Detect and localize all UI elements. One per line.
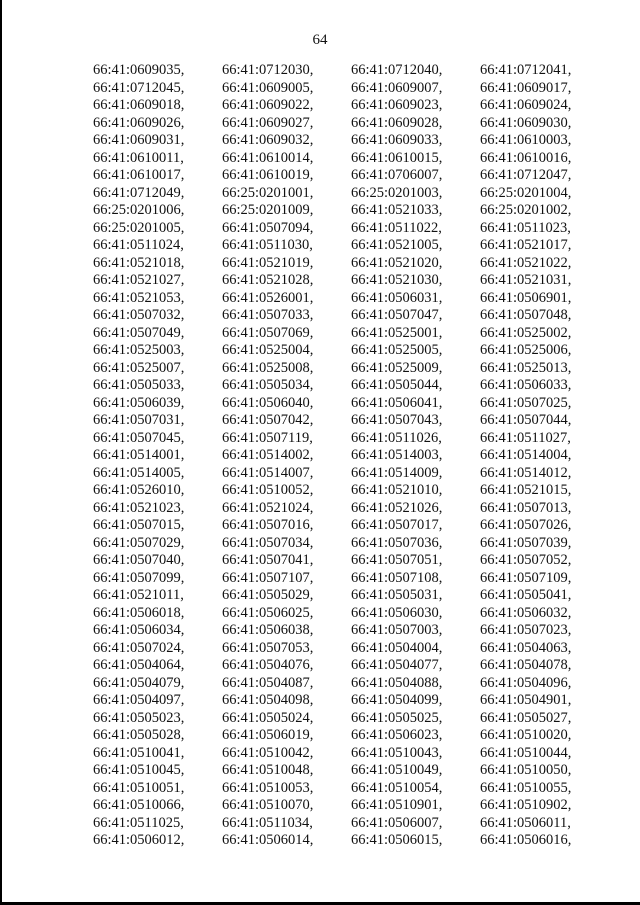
list-row — [93, 377, 593, 395]
cadastral-number: 66:41:0507040, — [93, 552, 185, 568]
list-row — [93, 220, 593, 238]
list-row — [93, 80, 593, 98]
cadastral-number: 66:41:0610016, — [480, 149, 572, 166]
cadastral-number: 66:41:0505029, — [222, 587, 314, 603]
cadastral-number: 66:41:0507036, — [351, 534, 443, 551]
list-row — [93, 692, 593, 710]
cadastral-number: 66:41:0510041, — [93, 744, 185, 761]
cadastral-number: 66:41:0505034, — [222, 377, 314, 393]
cadastral-number: 66:41:0511027, — [480, 429, 571, 446]
cadastral-number: 66:41:0506041, — [351, 394, 443, 411]
cadastral-number: 66:41:0712041, — [480, 62, 572, 78]
list-row — [93, 832, 593, 850]
cadastral-number: 66:41:0609027, — [222, 114, 314, 131]
cadastral-number: 66:25:0201002, — [480, 202, 572, 218]
list-row — [93, 185, 593, 203]
cadastral-number: 66:41:0505027, — [480, 709, 572, 726]
cadastral-number: 66:41:0504901, — [480, 692, 572, 708]
cadastral-number: 66:41:0521031, — [480, 272, 572, 288]
cadastral-number: 66:41:0504088, — [351, 674, 443, 691]
cadastral-number: 66:41:0504076, — [222, 657, 314, 673]
cadastral-number: 66:41:0610003, — [480, 132, 572, 148]
cadastral-number: 66:41:0525013, — [480, 359, 572, 376]
list-row — [93, 762, 593, 780]
cadastral-number: 66:41:0712047, — [480, 167, 572, 183]
cadastral-number: 66:41:0507026, — [480, 517, 572, 533]
cadastral-number: 66:41:0609023, — [351, 97, 443, 113]
cadastral-number: 66:41:0507053, — [222, 639, 314, 656]
list-row — [93, 587, 593, 605]
cadastral-number: 66:41:0507049, — [93, 324, 185, 341]
cadastral-number: 66:41:0507032, — [93, 307, 185, 323]
cadastral-number: 66:41:0506032, — [480, 604, 572, 621]
cadastral-number: 66:41:0712030, — [222, 62, 314, 78]
cadastral-number: 66:41:0505044, — [351, 377, 443, 393]
cadastral-number: 66:41:0506019, — [222, 727, 314, 743]
cadastral-number: 66:25:0201009, — [222, 202, 314, 218]
cadastral-number: 66:41:0504064, — [93, 657, 185, 673]
cadastral-number: 66:41:0610011, — [93, 149, 184, 166]
cadastral-number: 66:41:0525007, — [93, 359, 185, 376]
list-row — [93, 535, 593, 553]
cadastral-number: 66:41:0712045, — [93, 79, 185, 96]
cadastral-number: 66:41:0712040, — [351, 62, 443, 78]
cadastral-number: 66:41:0510054, — [351, 779, 443, 796]
cadastral-number: 66:41:0609030, — [480, 114, 572, 131]
page-number: 64 — [312, 32, 328, 48]
cadastral-number: 66:41:0507045, — [93, 429, 185, 446]
cadastral-number: 66:41:0506023, — [351, 727, 443, 743]
cadastral-number: 66:25:0201003, — [351, 184, 443, 201]
cadastral-number: 66:41:0504078, — [480, 657, 572, 673]
cadastral-number: 66:41:0521005, — [351, 237, 443, 253]
cadastral-number: 66:41:0514012, — [480, 464, 572, 481]
cadastral-number: 66:41:0525003, — [93, 342, 185, 358]
list-row — [93, 132, 593, 150]
cadastral-number: 66:41:0507109, — [480, 569, 572, 586]
cadastral-number: 66:41:0507048, — [480, 307, 572, 323]
cadastral-number: 66:41:0507016, — [222, 517, 314, 533]
cadastral-number: 66:41:0521026, — [351, 499, 443, 516]
cadastral-number: 66:41:0507039, — [480, 534, 572, 551]
cadastral-number: 66:41:0507047, — [351, 307, 443, 323]
cadastral-number: 66:41:0510066, — [93, 797, 185, 813]
cadastral-number: 66:41:0507108, — [351, 569, 443, 586]
cadastral-number: 66:41:0507042, — [222, 412, 314, 428]
cadastral-number: 66:41:0514002, — [222, 447, 314, 463]
cadastral-number: 66:41:0507031, — [93, 412, 185, 428]
cadastral-number: 66:41:0506040, — [222, 394, 314, 411]
cadastral-number: 66:41:0525008, — [222, 359, 314, 376]
cadastral-number: 66:41:0609017, — [480, 79, 572, 96]
cadastral-number: 66:41:0507024, — [93, 639, 185, 656]
cadastral-number: 66:41:0505025, — [351, 709, 443, 726]
list-row — [93, 482, 593, 500]
cadastral-number: 66:41:0526001, — [222, 289, 314, 306]
cadastral-number: 66:41:0507013, — [480, 499, 572, 516]
list-row — [93, 97, 593, 115]
cadastral-number: 66:41:0609026, — [93, 114, 185, 131]
cadastral-number: 66:41:0510042, — [222, 744, 314, 761]
cadastral-number: 66:25:0201006, — [93, 202, 185, 218]
cadastral-number: 66:41:0506025, — [222, 604, 314, 621]
list-row — [93, 657, 593, 675]
cadastral-number: 66:25:0201001, — [222, 184, 314, 201]
list-row — [93, 150, 593, 168]
cadastral-number: 66:41:0610019, — [222, 167, 314, 183]
cadastral-number: 66:41:0507043, — [351, 412, 443, 428]
cadastral-number: 66:41:0511022, — [351, 219, 442, 236]
cadastral-number: 66:41:0525009, — [351, 359, 443, 376]
list-row — [93, 360, 593, 378]
cadastral-number: 66:41:0521018, — [93, 254, 185, 271]
cadastral-number: 66:41:0521030, — [351, 272, 443, 288]
list-row — [93, 517, 593, 535]
cadastral-number: 66:41:0610014, — [222, 149, 314, 166]
cadastral-number: 66:41:0521023, — [93, 499, 185, 516]
cadastral-number: 66:41:0521019, — [222, 254, 314, 271]
cadastral-number: 66:41:0510050, — [480, 762, 572, 778]
list-row — [93, 290, 593, 308]
cadastral-number: 66:41:0507025, — [480, 394, 572, 411]
cadastral-number: 66:41:0510052, — [222, 482, 314, 498]
list-row — [93, 447, 593, 465]
cadastral-number: 66:41:0510048, — [222, 762, 314, 778]
list-row — [93, 237, 593, 255]
list-row — [93, 202, 593, 220]
cadastral-number: 66:41:0610015, — [351, 149, 443, 166]
cadastral-number: 66:41:0506015, — [351, 832, 443, 848]
cadastral-number: 66:41:0510020, — [480, 727, 572, 743]
list-row — [93, 395, 593, 413]
cadastral-number: 66:41:0505033, — [93, 377, 185, 393]
list-row — [93, 430, 593, 448]
cadastral-number: 66:41:0510055, — [480, 779, 572, 796]
cadastral-number: 66:41:0505041, — [480, 587, 572, 603]
cadastral-number: 66:41:0504004, — [351, 639, 443, 656]
list-row — [93, 745, 593, 763]
cadastral-number: 66:41:0504077, — [351, 657, 443, 673]
cadastral-number: 66:41:0609005, — [222, 79, 314, 96]
cadastral-number: 66:41:0507003, — [351, 622, 443, 638]
cadastral-number: 66:41:0609031, — [93, 132, 185, 148]
cadastral-number: 66:41:0506031, — [351, 289, 443, 306]
cadastral-number: 66:41:0506030, — [351, 604, 443, 621]
cadastral-number: 66:41:0609028, — [351, 114, 443, 131]
list-row — [93, 255, 593, 273]
cadastral-number: 66:41:0712049, — [93, 184, 185, 201]
cadastral-number: 66:41:0510901, — [351, 797, 443, 813]
list-row — [93, 342, 593, 360]
list-row — [93, 797, 593, 815]
list-row — [93, 465, 593, 483]
cadastral-number: 66:41:0514001, — [93, 447, 185, 463]
cadastral-number: 66:41:0521011, — [93, 587, 184, 603]
cadastral-number: 66:25:0201005, — [93, 219, 185, 236]
cadastral-number: 66:41:0504097, — [93, 692, 185, 708]
cadastral-number: 66:41:0507041, — [222, 552, 314, 568]
cadastral-number: 66:41:0514003, — [351, 447, 443, 463]
list-row — [93, 640, 593, 658]
list-row — [93, 552, 593, 570]
cadastral-number: 66:41:0609024, — [480, 97, 572, 113]
cadastral-number: 66:41:0706007, — [351, 167, 443, 183]
list-row — [93, 780, 593, 798]
cadastral-number: 66:41:0511034, — [222, 814, 313, 831]
cadastral-number: 66:41:0511023, — [480, 219, 571, 236]
cadastral-number: 66:41:0511024, — [93, 237, 184, 253]
cadastral-number: 66:41:0506014, — [222, 832, 314, 848]
cadastral-number: 66:41:0514004, — [480, 447, 572, 463]
list-row — [93, 570, 593, 588]
cadastral-number: 66:41:0521027, — [93, 272, 185, 288]
cadastral-number: 66:41:0506033, — [480, 377, 572, 393]
cadastral-number: 66:41:0511026, — [351, 429, 442, 446]
cadastral-number: 66:41:0506018, — [93, 604, 185, 621]
cadastral-number: 66:41:0521010, — [351, 482, 443, 498]
cadastral-number: 66:41:0609032, — [222, 132, 314, 148]
cadastral-number: 66:41:0506039, — [93, 394, 185, 411]
cadastral-number: 66:41:0521024, — [222, 499, 314, 516]
cadastral-number: 66:41:0505023, — [93, 709, 185, 726]
cadastral-number: 66:41:0507107, — [222, 569, 314, 586]
cadastral-number: 66:41:0609007, — [351, 79, 443, 96]
cadastral-number: 66:41:0510049, — [351, 762, 443, 778]
cadastral-number-list — [93, 62, 593, 850]
list-row — [93, 167, 593, 185]
list-row — [93, 272, 593, 290]
cadastral-number: 66:41:0504096, — [480, 674, 572, 691]
cadastral-number: 66:41:0505028, — [93, 727, 185, 743]
cadastral-number: 66:41:0521020, — [351, 254, 443, 271]
cadastral-number: 66:41:0507017, — [351, 517, 443, 533]
cadastral-number: 66:41:0525005, — [351, 342, 443, 358]
cadastral-number: 66:41:0507119, — [222, 429, 313, 446]
list-row — [93, 815, 593, 833]
cadastral-number: 66:41:0506901, — [480, 289, 572, 306]
list-row — [93, 727, 593, 745]
cadastral-number: 66:41:0507052, — [480, 552, 572, 568]
cadastral-number: 66:41:0510051, — [93, 779, 185, 796]
cadastral-number: 66:41:0510902, — [480, 797, 572, 813]
cadastral-number: 66:41:0511030, — [222, 237, 313, 253]
cadastral-number: 66:41:0510044, — [480, 744, 572, 761]
cadastral-number: 66:41:0506038, — [222, 622, 314, 638]
cadastral-number: 66:41:0521053, — [93, 289, 185, 306]
cadastral-number: 66:41:0507023, — [480, 622, 572, 638]
cadastral-number: 66:41:0521033, — [351, 202, 443, 218]
cadastral-number: 66:41:0504079, — [93, 674, 185, 691]
list-row — [93, 622, 593, 640]
cadastral-number: 66:41:0521022, — [480, 254, 572, 271]
cadastral-number: 66:41:0507015, — [93, 517, 185, 533]
cadastral-number: 66:41:0504099, — [351, 692, 443, 708]
list-row — [93, 62, 593, 80]
cadastral-number: 66:41:0506016, — [480, 832, 572, 848]
cadastral-number: 66:41:0521028, — [222, 272, 314, 288]
cadastral-number: 66:41:0507069, — [222, 324, 314, 341]
cadastral-number: 66:41:0521015, — [480, 482, 572, 498]
cadastral-number: 66:41:0507034, — [222, 534, 314, 551]
list-row — [93, 412, 593, 430]
list-row — [93, 325, 593, 343]
cadastral-number: 66:41:0504063, — [480, 639, 572, 656]
cadastral-number: 66:41:0511025, — [93, 814, 184, 831]
cadastral-number: 66:41:0505031, — [351, 587, 443, 603]
list-row — [93, 307, 593, 325]
cadastral-number: 66:41:0505024, — [222, 709, 314, 726]
cadastral-number: 66:41:0507029, — [93, 534, 185, 551]
cadastral-number: 66:41:0506012, — [93, 832, 185, 848]
cadastral-number: 66:41:0514007, — [222, 464, 314, 481]
list-row — [93, 605, 593, 623]
cadastral-number: 66:41:0507094, — [222, 219, 314, 236]
cadastral-number: 66:41:0609018, — [93, 97, 185, 113]
cadastral-number: 66:41:0507099, — [93, 569, 185, 586]
cadastral-number: 66:41:0506007, — [351, 814, 443, 831]
cadastral-number: 66:41:0525004, — [222, 342, 314, 358]
cadastral-number: 66:41:0609022, — [222, 97, 314, 113]
list-row — [93, 500, 593, 518]
cadastral-number: 66:41:0514005, — [93, 464, 185, 481]
scan-left-edge — [0, 0, 2, 905]
cadastral-number: 66:41:0525006, — [480, 342, 572, 358]
cadastral-number: 66:41:0507044, — [480, 412, 572, 428]
cadastral-number: 66:41:0526010, — [93, 482, 185, 498]
cadastral-number: 66:41:0510045, — [93, 762, 185, 778]
cadastral-number: 66:41:0514009, — [351, 464, 443, 481]
list-row — [93, 675, 593, 693]
list-row — [93, 115, 593, 133]
cadastral-number: 66:41:0609033, — [351, 132, 443, 148]
cadastral-number: 66:41:0504087, — [222, 674, 314, 691]
cadastral-number: 66:41:0510053, — [222, 779, 314, 796]
cadastral-number: 66:41:0504098, — [222, 692, 314, 708]
cadastral-number: 66:41:0510070, — [222, 797, 314, 813]
cadastral-number: 66:41:0525002, — [480, 324, 572, 341]
cadastral-number: 66:41:0610017, — [93, 167, 185, 183]
cadastral-number: 66:41:0506034, — [93, 622, 185, 638]
cadastral-number: 66:41:0510043, — [351, 744, 443, 761]
cadastral-number: 66:25:0201004, — [480, 184, 572, 201]
cadastral-number: 66:41:0506011, — [480, 814, 571, 831]
list-row — [93, 710, 593, 728]
cadastral-number: 66:41:0507033, — [222, 307, 314, 323]
cadastral-number: 66:41:0609035, — [93, 62, 185, 78]
cadastral-number: 66:41:0525001, — [351, 324, 443, 341]
cadastral-number: 66:41:0521017, — [480, 237, 572, 253]
cadastral-number: 66:41:0507051, — [351, 552, 443, 568]
